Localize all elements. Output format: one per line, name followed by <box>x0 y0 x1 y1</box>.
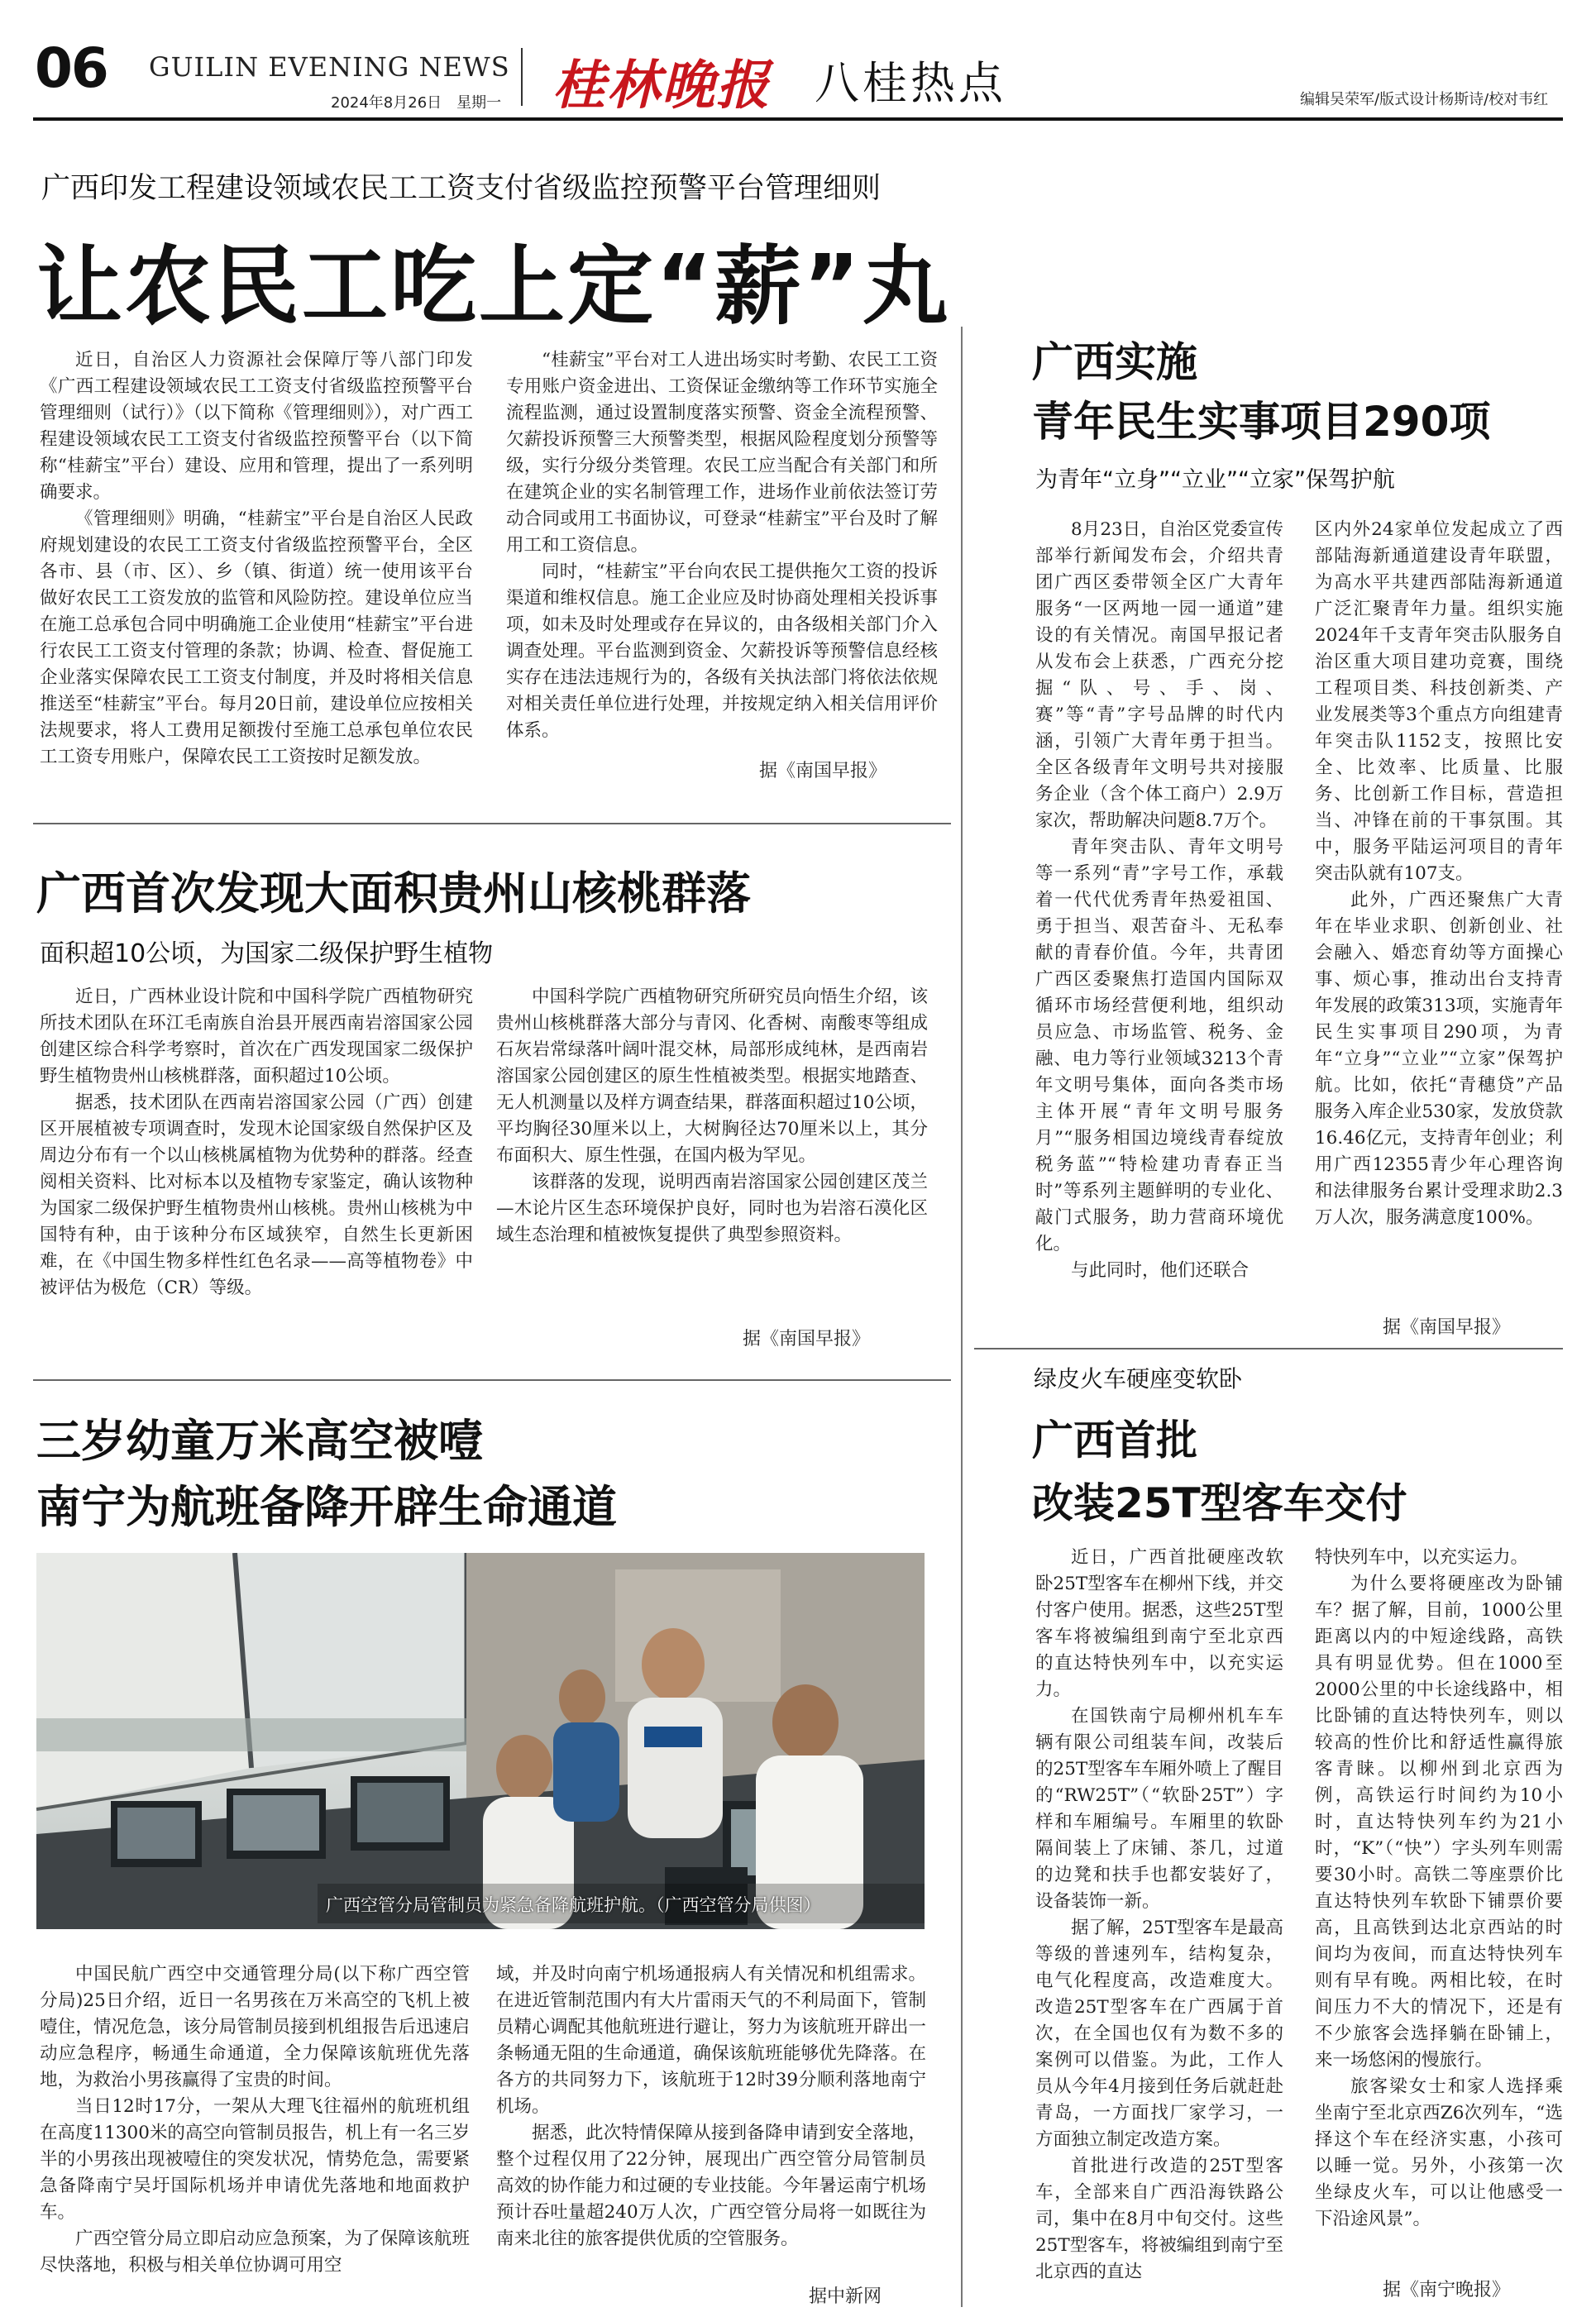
masthead-rule <box>33 117 1563 121</box>
article-divider <box>33 823 951 824</box>
article4-paragraph: 与此同时，他们还联合 <box>1071 1260 1250 1281</box>
article3-column-2 <box>496 1961 926 2252</box>
article1-paragraph: “桂薪宝”平台对工人进出场实时考勤、农民工工资专用账户资金进出、工资保证金缴纳等工作环节实施全流程监测，通过设置制度落实预警、资金全流程预警、欠薪投诉预警三大预警类型，根据风险程度划分预警等级，实行分级分类管理。农民工应当配合有关部门和所在建筑企业的实名制管理工作，进场作业前依法签订劳动合同或用工书面协议，可登录“桂薪宝”平台及时了解用工和工资信息。 <box>506 350 938 556</box>
article5-paragraph: 近日，广西首批硬座改软卧25T型客车在柳州下线，并交付客户使用。据悉，这些25T型客车将被编组到南宁至北京西的直达特快列车中，以充实运力。 <box>1035 1547 1283 1700</box>
article3-paragraph: 当日12时17分，一架从大理飞往福州的航班机组在高度11300米的高空向管制员报告，机上有一名三岁半的小男孩出现被噎住的突发状况，情势危急，需要紧急备降南宁吴圩国际机场并申请优先落地和地面救护车。 <box>40 2096 470 2223</box>
article3-headline-line2: 南宁为航班备降开辟生命通道 <box>36 1481 617 1533</box>
article4-paragraph: 8月23日，自治区党委宣传部举行新闻发布会，介绍共青团广西区委带领全区广大青年服务“一区两地一园一通道”建设的有关情况。南国早报记者从发布会上获悉，广西充分挖掘“队、号、手、岗、赛”等“青”字号品牌的时代内涵，引领广大青年勇于担当。全区各级青年文明号共对接服务企业（含个体工商户）2.9万家次，帮助解决问题8.7万个。 <box>1035 519 1283 831</box>
article2-paragraph: 近日，广西林业设计院和中国科学院广西植物研究所技术团队在环江毛南族自治县开展西南岩溶国家公园创建区综合科学考察时，首次在广西发现国家二级保护野生植物贵州山核桃群落，面积超过10公顷。 <box>40 986 473 1087</box>
article1-headline: 让农民工吃上定“薪”丸 <box>36 236 951 337</box>
article2-headline: 广西首次发现大面积贵州山核桃群落 <box>36 867 751 920</box>
article2-paragraph: 据悉，技术团队在西南岩溶国家公园（广西）创建区开展植被专项调查时，发现木论国家级自然保护区及周边分布有一个以山核桃属植物为优势种的群落。经查阅相关资料、比对标本以及植物专家鉴定，确认该物种为国家二级保护野生植物贵州山核桃。贵州山核桃为中国特有种，由于该种分布区域狭窄，自然生长更新困难，在《中国生物多样性红色名录——高等植物卷》中被评估为极危（CR）等级。 <box>40 1092 473 1298</box>
article2-source: 据《南国早报》 <box>743 1329 871 1349</box>
article5-paragraph: 在国铁南宁局柳州机车车辆有限公司组装车间，改装后的25T型客车车厢外喷上了醒目的“RW25T”（“软卧25T”）字样和车厢编号。车厢里的软卧隔间装上了床铺、茶几，过道的边凳和扶手也都安装好了，设备装饰一新。 <box>1035 1706 1283 1912</box>
article2-column-1 <box>40 984 473 1302</box>
article4-headline-line1: 广西实施 <box>1032 338 1197 386</box>
article4-paragraph: 区内外24家单位发起成立了西部陆海新通道建设青年联盟，为高水平共建西部陆海新通道广泛汇聚青年力量。组织实施2024年千支青年突击队服务自治区重大项目建功竞赛，围绕工程项目类、科技创新类、产业发展类等3个重点方向组建青年突击队1152支，按照比安全、比效率、比质量、比服务、比创新工作目标，营造担当、冲锋在前的干事氛围。其中，服务平陆运河项目的青年突击队就有107支。 <box>1315 519 1563 884</box>
article-divider <box>974 1348 1563 1349</box>
article5-kicker: 绿皮火车硬座变软卧 <box>1034 1365 1243 1392</box>
article2-paragraph: 中国科学院广西植物研究所研究员向悟生介绍，该贵州山核桃群落大部分与青冈、化香树、南酸枣等组成石灰岩常绿落叶阔叶混交林，局部形成纯林，是西南岩溶国家公园创建区的原生性植被类型。根据实地踏查、无人机测量以及样方调查结果，群落面积超过10公顷，平均胸径30厘米以上，大树胸径达70厘米以上，其分布面积大、原生性强，在国内极为罕见。 <box>496 986 928 1166</box>
article1-source: 据《南国早报》 <box>759 761 887 781</box>
article5-paragraph: 为什么要将硬座改为卧铺车？据了解，目前，1000公里距离以内的中短途线路，高铁具有明显优势。但在1000至2000公里的中长途线路中，相比卧铺的直达特快列车，则以较高的性价比和舒适性赢得旅客青睐。以柳州到北京西为例，高铁运行时间约为10小时，直达特快列车约为21小时，“K”（“快”）字头列车则需要30小时。高铁二等座票价比直达特快列车软卧下铺票价要高，且高铁到达北京西站的时间均为夜间，而直达特快列车则有早有晚。两相比较，在时间压力不大的情况下，还是有不少旅客会选择躺在卧铺上，来一场悠闲的慢旅行。 <box>1315 1574 1563 2071</box>
article4-column-1 <box>1035 517 1283 1284</box>
article3-source: 据中新网 <box>809 2286 882 2307</box>
masthead-date: 2024年8月26日 星期一 <box>331 94 502 112</box>
article4-column-2 <box>1315 517 1563 1231</box>
article5-column-2 <box>1315 1545 1563 2233</box>
article4-paragraph: 此外，广西还聚焦广大青年在毕业求职、创新创业、社会融入、婚恋育幼等方面操心事、烦心事，推动出台支持青年发展的政策313项，实施青年民生实事项目290项，为青年“立身”“立业”“立家”保驾护航。比如，依托“青穗贷”产品服务入库企业530家，发放贷款16.46亿元，支持青年创业；利用广西12355青少年心理咨询和法律服务台累计受理求助2.3万人次，服务满意度100%。 <box>1315 890 1563 1228</box>
article4-subhead: 为青年“立身”“立业”“立家”保驾护航 <box>1035 467 1395 493</box>
article1-paragraph: 《管理细则》明确，“桂薪宝”平台是自治区人民政府规划建设的农民工工资支付省级监控预警平台，全区各市、县（市、区）、乡（镇、街道）统一使用该平台做好农民工工资发放的监管和风险防控。建设单位应当在施工总承包合同中明确施工企业使用“桂薪宝”平台进行农民工工资支付管理的条款；协调、检查、督促施工企业落实保障农民工工资支付制度，并及时将相关信息推送至“桂薪宝”平台。每月20日前，建设单位应按相关法规要求，将人工费用足额拨付至施工总承包单位农民工工资专用账户，保障农民工工资按时足额发放。 <box>40 509 473 767</box>
article4-source: 据《南国早报》 <box>1383 1317 1511 1338</box>
article1-paragraph: 同时，“桂薪宝”平台向农民工提供拖欠工资的投诉渠道和维权信息。施工企业应及时协商处理相关投诉事项，如未及时处理或存在异议的，由各级相关部门介入调查处理。平台监测到资金、欠薪投诉等预警信息经核实存在违法违规行为的，各级有关执法部门将依法依规对相关责任单位进行处理，并按规定纳入相关信用评价体系。 <box>506 561 938 741</box>
photo-caption: 广西空管分局管制员为紧急备降航班护航。（广西空管分局供图） <box>326 1895 821 1915</box>
column-divider <box>961 327 963 2307</box>
article5-headline-line1: 广西首批 <box>1032 1416 1197 1464</box>
page-number: 06 <box>35 36 108 100</box>
article2-paragraph: 该群落的发现，说明西南岩溶国家公园创建区茂兰—木论片区生态环境保护良好，同时也为岩溶石漠化区域生态治理和植被恢复提供了典型参照资料。 <box>496 1172 928 1245</box>
masthead-english-name: GUILIN EVENING NEWS <box>149 51 510 83</box>
article1-column-1 <box>40 347 473 771</box>
article2-subhead: 面积超10公顷，为国家二级保护野生植物 <box>40 939 494 968</box>
photo-air-traffic-control <box>36 1553 925 1929</box>
article2-column-2 <box>496 984 928 1249</box>
article3-paragraph: 中国民航广西空中交通管理分局(以下称广西空管分局)25日介绍，近日一名男孩在万米高空的飞机上被噎住，情况危急，该分局管制员接到机组报告后迅速启动应急程序，畅通生命通道，全力保障该航班优先落地，为救治小男孩赢得了宝贵的时间。 <box>40 1964 470 2090</box>
article5-paragraph: 据了解，25T型客车是最高等级的普速列车，结构复杂，电气化程度高，改造难度大。改造25T型客车在广西属于首次，在全国也仅有为数不多的案例可以借鉴。为此，工作人员从今年4月接到任务后就赶赴青岛，一方面找厂家学习，一方面独立制定改造方案。 <box>1035 1918 1283 2150</box>
article-divider <box>33 1379 951 1381</box>
masthead-divider <box>521 48 523 106</box>
control-room-illustration <box>36 1553 925 1929</box>
article4-paragraph: 青年突击队、青年文明号等一系列“青”字号工作，承载着一代代优秀青年热爱祖国、勇于担当、艰苦奋斗、无私奉献的青春价值。今年，共青团广西区委聚焦打造国内国际双循环市场经营便利地，组织动员应急、市场监管、税务、金融、电力等行业领域3213个青年文明号集体，面向各类市场主体开展“青年文明号服务月”“服务相国边境线青春绽放税务蓝”“特检建功青春正当时”等系列主题鲜明的专业化、敲门式服务，助力营商环境优化。 <box>1035 837 1283 1254</box>
article1-kicker: 广西印发工程建设领域农民工工资支付省级监控预警平台管理细则 <box>41 172 882 205</box>
section-title: 八桂热点 <box>815 57 1006 109</box>
article4-headline-line2: 青年民生实事项目290项 <box>1032 398 1491 446</box>
masthead-editors: 编辑吴荣军/版式设计杨斯诗/校对韦红 <box>1300 91 1549 108</box>
newspaper-logo: 桂林晚报 <box>552 55 771 117</box>
article5-headline-line2: 改装25T型客车交付 <box>1032 1479 1407 1527</box>
article5-paragraph: 旅客梁女士和家人选择乘坐南宁至北京西Z6次列车，“选择这个车在经济实惠，小孩可以睡一觉。另外，小孩第一次坐绿皮火车，可以让他感受一下沿途风景”。 <box>1315 2076 1563 2229</box>
article3-column-1 <box>40 1961 470 2279</box>
article5-source: 据《南宁晚报》 <box>1383 2280 1511 2300</box>
article5-paragraph: 特快列车中，以充实运力。 <box>1315 1547 1529 1568</box>
article5-paragraph: 首批进行改造的25T型客车，全部来自广西沿海铁路公司，集中在8月中旬交付。这些25T型客车，将被编组到南宁至北京西的直达 <box>1035 2156 1283 2282</box>
article5-column-1 <box>1035 1545 1283 2286</box>
article1-paragraph: 近日，自治区人力资源社会保障厅等八部门印发《广西工程建设领域农民工工资支付省级监控预警平台管理细则（试行）》（以下简称《管理细则》），对广西工程建设领域农民工工资支付省级监控预警平台（以下简称“桂薪宝”平台）建设、应用和管理，提出了一系列明确要求。 <box>40 350 473 503</box>
article1-column-2 <box>506 347 938 744</box>
article3-headline-line1: 三岁幼童万米高空被噎 <box>36 1415 483 1467</box>
article3-paragraph: 据悉，此次特情保障从接到备降申请到安全落地，整个过程仅用了22分钟，展现出广西空管分局管制员高效的协作能力和过硬的专业技能。今年暑运南宁机场预计吞吐量超240万人次，广西空管分局将一如既往为南来北往的旅客提供优质的空管服务。 <box>496 2123 926 2249</box>
article3-paragraph: 域，并及时向南宁机场通报病人有关情况和机组需求。在进近管制范围内有大片雷雨天气的不利局面下，管制员精心调配其他航班进行避让，努力为该航班开辟出一条畅通无阻的生命通道，确保该航班能够优先降落。在各方的共同努力下，该航班于12时39分顺利落地南宁机场。 <box>496 1964 926 2117</box>
article3-paragraph: 广西空管分局立即启动应急预案，为了保障该航班尽快落地，积极与相关单位协调可用空 <box>40 2228 470 2276</box>
